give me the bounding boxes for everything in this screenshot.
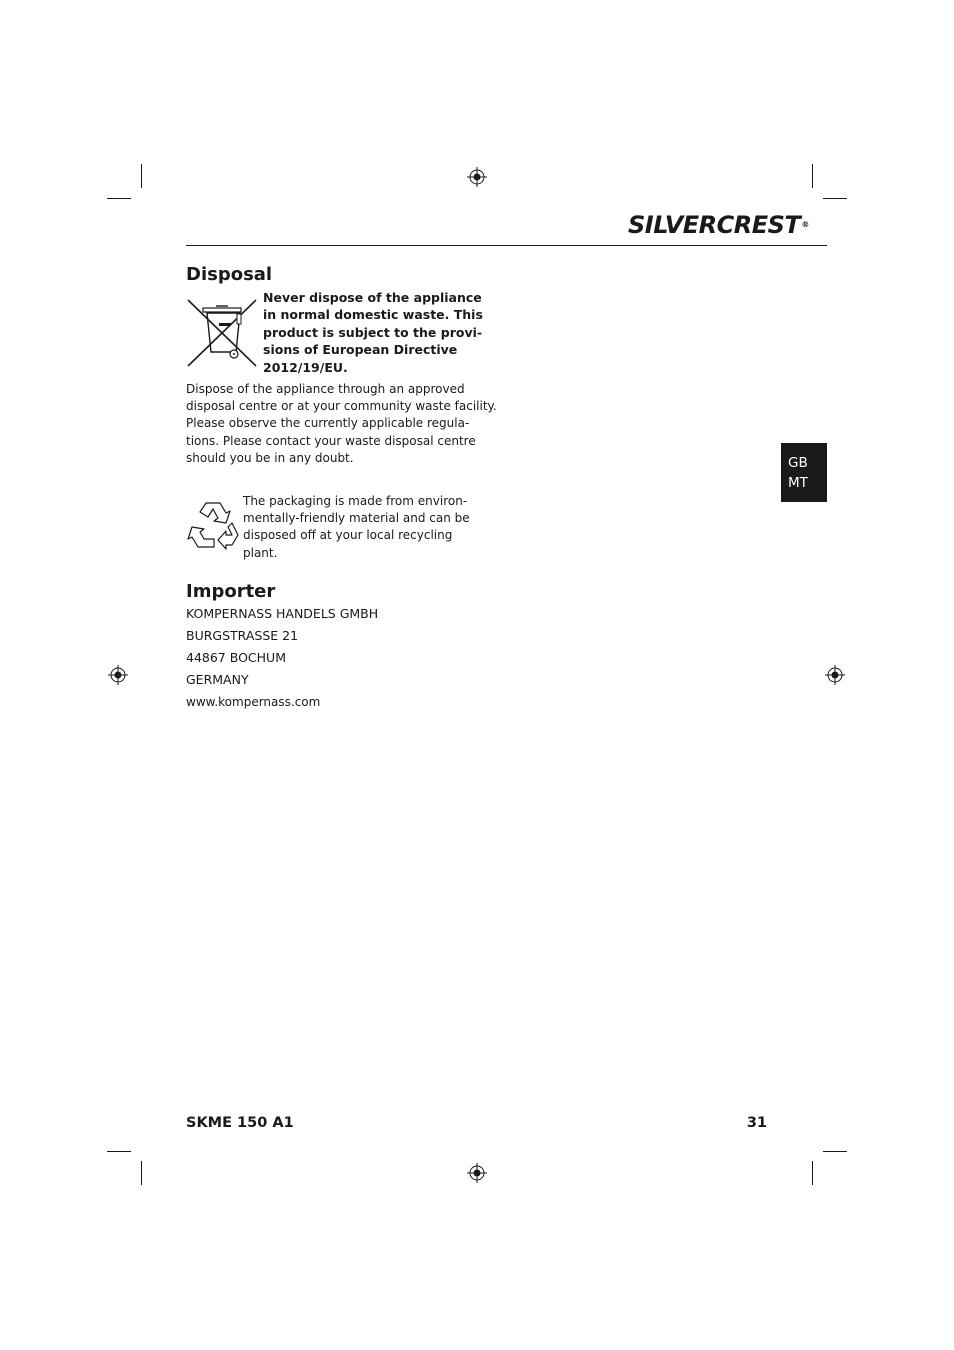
importer-company: KOMPERNASS HANDELS GMBH [186, 606, 379, 621]
importer-city: 44867 BOCHUM [186, 650, 286, 665]
page-number: 31 [746, 1115, 767, 1131]
language-code: MT [788, 475, 808, 491]
crop-mark [823, 1151, 847, 1152]
disposal-instructions: Dispose of the appliance through an approved disposal centre or at your community waste facility. Please observe the currently applicable regula- tions. Please contact your waste disposal centre should you be in any doubt. [186, 382, 497, 465]
crop-mark [141, 164, 142, 188]
registration-mark-icon [108, 665, 128, 685]
crop-mark [141, 1161, 142, 1185]
packaging-note: The packaging is made from environ- mentally-friendly material and can be disposed off at your local recycling plant. [243, 494, 470, 560]
crop-mark [107, 1151, 131, 1152]
crop-mark [823, 198, 847, 199]
importer-street: BURGSTRASSE 21 [186, 628, 299, 643]
header-rule [186, 245, 827, 246]
recycling-icon [186, 499, 240, 551]
registration-mark-icon [467, 167, 487, 187]
model-number: SKME 150 A1 [186, 1115, 294, 1131]
registration-mark-icon [467, 1163, 487, 1183]
disposal-warning: Never dispose of the appliance in normal domestic waste. This product is subject to the provi- sions of European Directive 2012/19/EU. [263, 290, 483, 375]
language-tab [781, 443, 827, 502]
brand-logo: SILVERCREST® [628, 211, 809, 239]
crop-mark [812, 164, 813, 188]
importer-website: www.kompernass.com [186, 695, 321, 709]
registration-mark-icon [825, 665, 845, 685]
language-code: GB [788, 455, 808, 471]
disposal-heading: Disposal [186, 264, 273, 285]
crop-mark [812, 1161, 813, 1185]
importer-heading: Importer [186, 581, 276, 602]
crossed-out-wheelie-bin-icon [186, 298, 258, 368]
crop-mark [107, 198, 131, 199]
importer-country: GERMANY [186, 672, 249, 687]
